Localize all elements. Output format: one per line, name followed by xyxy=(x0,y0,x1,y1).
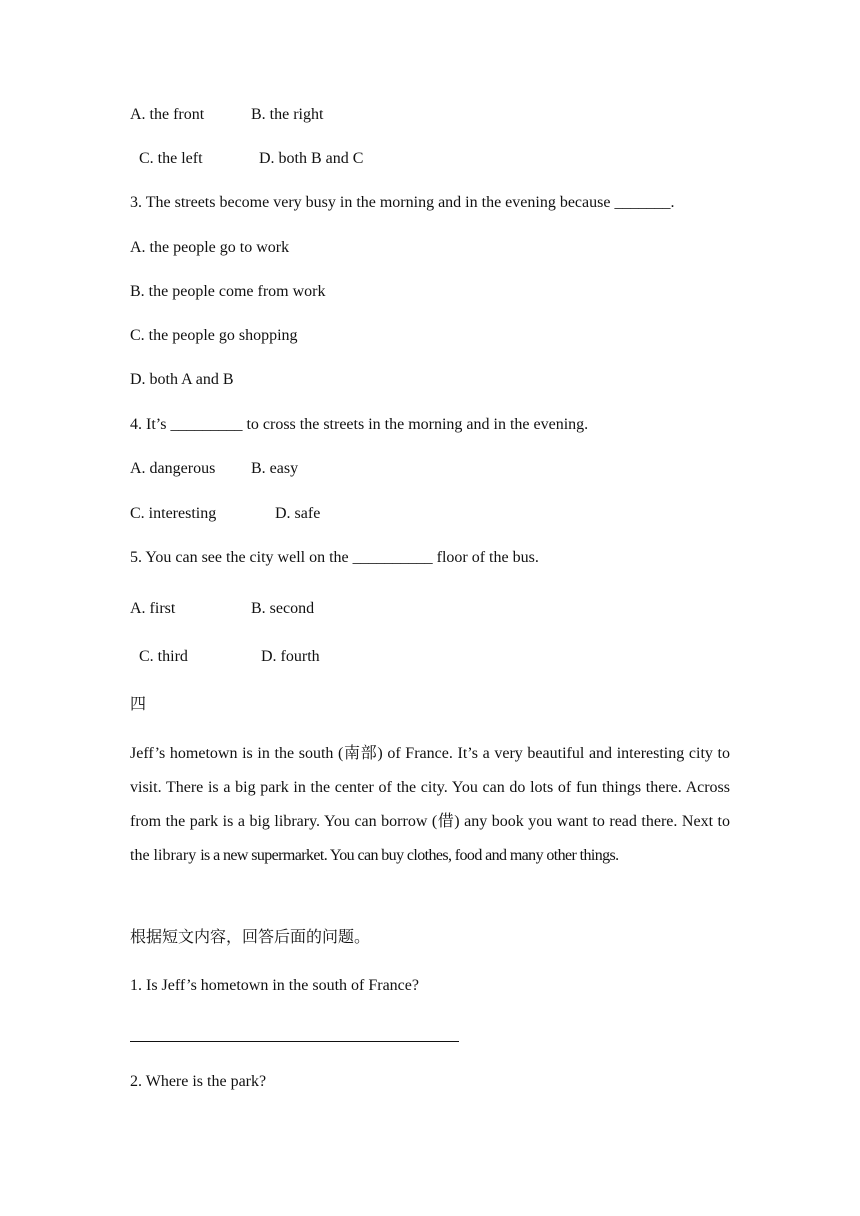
q4-option-b: B. easy xyxy=(251,460,299,477)
q5-option-a: A. first xyxy=(130,600,176,617)
q3-option-a: A. the people go to work xyxy=(130,239,290,256)
q2-option-c: C. the left xyxy=(139,150,203,167)
instruction: 根据短文内容，回答后面的问题。 xyxy=(130,929,371,946)
q4-option-c: C. interesting xyxy=(130,505,217,522)
answer-question-2: 2. Where is the park? xyxy=(130,1073,267,1090)
q4-option-d: D. safe xyxy=(275,505,321,522)
q3-option-c: C. the people go shopping xyxy=(130,327,298,344)
q5-option-d: D. fourth xyxy=(261,648,320,665)
q2-option-a: A. the front xyxy=(130,106,205,123)
q2-option-b: B. the right xyxy=(251,106,324,123)
passage-text-condensed: is a new supermarket. You can buy clothes, food and many other things. xyxy=(200,847,619,864)
section-heading: 四 xyxy=(130,696,147,713)
q5-stem: 5. You can see the city well on the __________ floor of the bus. xyxy=(130,549,539,566)
q3-option-b: B. the people come from work xyxy=(130,283,326,300)
q5-option-c: C. third xyxy=(139,648,188,665)
q4-stem: 4. It’s _________ to cross the streets in the morning and in the evening. xyxy=(130,416,589,433)
passage-text: Jeff’s hometown is in the south (南部) of France. It’s a very beautiful and interesting city to visit. There is a big park in the center of the city. You can do lots of fun things there. Across from the park is a big library. You can borrow (借) any book you want to read there. Next to the library xyxy=(130,745,730,864)
reading-passage xyxy=(130,737,730,873)
q5-option-b: B. second xyxy=(251,600,315,617)
answer-question-1: 1. Is Jeff’s hometown in the south of France? xyxy=(130,977,419,994)
q2-option-d: D. both B and C xyxy=(259,150,364,167)
answer-blank-line xyxy=(130,1041,459,1042)
q3-stem: 3. The streets become very busy in the morning and in the evening because _______. xyxy=(130,194,675,211)
q4-option-a: A. dangerous xyxy=(130,460,216,477)
q3-option-d: D. both A and B xyxy=(130,371,234,388)
